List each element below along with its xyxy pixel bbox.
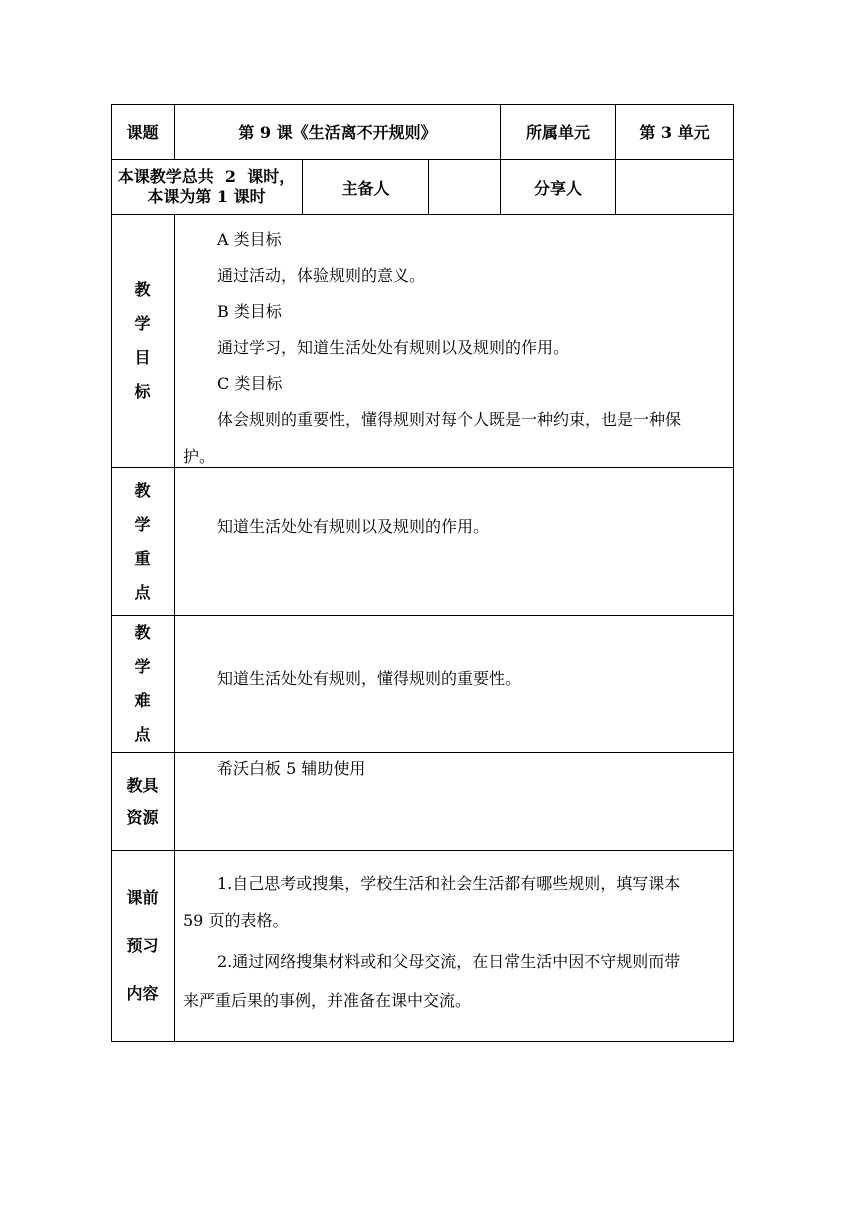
unit-value: 第 3 单元 <box>639 123 710 142</box>
lesson-title: 第 9 课《生活离不开规则》 <box>238 123 437 142</box>
objective-a-title: A 类目标 <box>217 230 282 249</box>
preparer-value-cell <box>429 160 501 215</box>
lesson-plan-table <box>111 104 734 1042</box>
preparer-label: 主备人 <box>341 178 390 198</box>
key-points-label-char: 学 <box>134 514 151 534</box>
hours-line-2: 本课为第 1 课时 <box>147 187 266 206</box>
hours-line-1: 本课教学总共 2 课时， <box>117 167 296 186</box>
difficulties-label-char: 点 <box>134 725 151 744</box>
lesson-title-cell <box>175 104 501 160</box>
difficulties-label-char: 教 <box>134 623 151 642</box>
objectives-content-cell <box>175 215 734 468</box>
lesson-label-cell <box>111 104 175 160</box>
resources-content-cell <box>175 753 734 851</box>
key-points-text: 知道生活处处有规则以及规则的作用。 <box>217 517 490 536</box>
difficulties-content-cell <box>175 616 734 753</box>
sharer-label-cell <box>501 160 616 215</box>
key-points-label-char: 教 <box>134 480 151 500</box>
unit-label: 所属单元 <box>525 123 590 142</box>
preview-item1-line2: 59 页的表格。 <box>183 911 289 930</box>
resources-label-line: 资源 <box>126 807 159 827</box>
preview-label-line: 预习 <box>126 936 159 955</box>
unit-value-cell <box>616 104 734 160</box>
sharer-value-cell <box>616 160 734 215</box>
objective-c-text-line1: 体会规则的重要性，懂得规则对每个人既是一种约束，也是一种保 <box>217 410 682 429</box>
preview-item1-line1: 1.自己思考或搜集，学校生活和社会生活都有哪些规则，填写课本 <box>217 874 681 893</box>
preview-label-line: 课前 <box>126 888 159 907</box>
objective-b-title: B 类目标 <box>217 302 282 321</box>
key-points-label-char: 点 <box>134 582 151 602</box>
objective-b-text: 通过学习，知道生活处处有规则以及规则的作用。 <box>217 338 570 357</box>
preview-label-cell <box>111 851 175 1042</box>
key-points-label-char: 重 <box>134 548 151 568</box>
difficulties-label-char: 难 <box>134 691 151 710</box>
preview-content-cell <box>175 851 734 1042</box>
preparer-label-cell <box>303 160 429 215</box>
objectives-label-char: 教 <box>134 280 151 299</box>
objectives-label-cell <box>111 215 175 468</box>
preview-item2-line1: 2.通过网络搜集材料或和父母交流，在日常生活中因不守规则而带 <box>217 952 681 971</box>
key-points-label-cell <box>111 468 175 616</box>
objective-a-text: 通过活动，体验规则的意义。 <box>217 266 426 285</box>
objective-c-text-line2: 护。 <box>183 447 216 466</box>
objectives-label-char: 学 <box>134 314 151 333</box>
objectives-label-char: 目 <box>134 348 151 367</box>
objective-c-title: C 类目标 <box>217 374 283 393</box>
preview-label-line: 内容 <box>126 984 159 1003</box>
resources-label-line: 教具 <box>126 775 159 795</box>
sharer-label: 分享人 <box>533 178 582 198</box>
preview-item2-line2: 来严重后果的事例，并准备在课中交流。 <box>183 991 472 1010</box>
key-points-content-cell <box>175 468 734 616</box>
difficulties-text: 知道生活处处有规则，懂得规则的重要性。 <box>217 669 522 688</box>
objectives-label-char: 标 <box>134 382 151 401</box>
lesson-label: 课题 <box>126 123 159 142</box>
hours-cell <box>111 160 303 215</box>
difficulties-label-char: 学 <box>134 657 151 676</box>
resources-text: 希沃白板 5 辅助使用 <box>217 759 366 778</box>
resources-label-cell <box>111 753 175 851</box>
unit-label-cell <box>501 104 616 160</box>
difficulties-label-cell <box>111 616 175 753</box>
